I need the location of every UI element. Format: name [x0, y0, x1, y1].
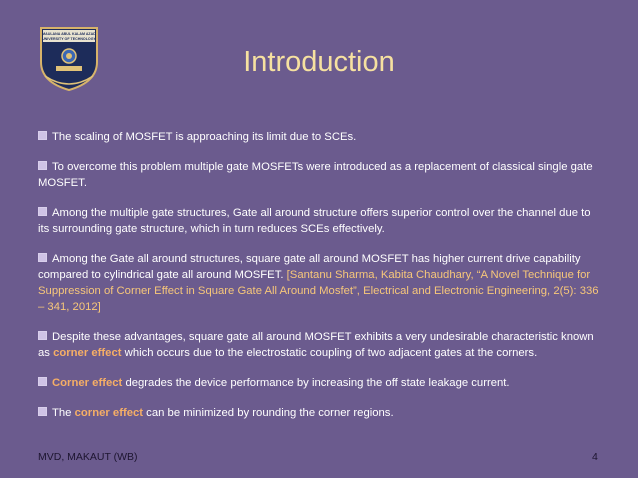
highlight-term: corner effect: [53, 347, 122, 359]
checkbox-bullet-icon: [38, 407, 47, 416]
bullet-item: [38, 205, 604, 237]
footer-text: MVD, MAKAUT (WB): [38, 451, 138, 463]
svg-text:UNIVERSITY OF TECHNOLOGY: UNIVERSITY OF TECHNOLOGY: [42, 37, 96, 41]
bullet-item: [38, 329, 604, 361]
slide-title: Introduction: [243, 46, 395, 78]
svg-text:MAULANA ABUL KALAM AZAD: MAULANA ABUL KALAM AZAD: [42, 32, 96, 36]
bullet-text: The scaling of MOSFET is approaching its limit due to SCEs.: [52, 131, 357, 143]
citation-reference: [Santanu Sharma, Kabita Chaudhary, “A Novel Technique for Suppression of Corner Effect in Square Gate All Around Mosfet”, Electrical and Electronic Engineering, 2(5): 336 – 341, 2012]: [38, 269, 599, 313]
bullet-text: Despite these advantages, square gate all around MOSFET exhibits a very undesirable characteristic known as: [38, 331, 594, 359]
bullet-text: which occurs due to the electrostatic coupling of two adjacent gates at the corners.: [121, 347, 538, 359]
bullet-text: Among the Gate all around structures, square gate all around MOSFET has higher current drive capability compared to cylindrical gate all around MOSFET.: [38, 253, 581, 281]
checkbox-bullet-icon: [38, 331, 47, 340]
bullet-text: The: [52, 407, 75, 419]
university-logo: [33, 22, 105, 94]
highlight-term: corner effect: [74, 407, 144, 419]
bullet-text: Among the multiple gate structures, Gate all around structure offers superior control over the channel due to its surrounding gate structure, which in turn reduces SCEs effectively.: [38, 207, 591, 235]
bullet-item: [38, 405, 604, 421]
bullet-item: [38, 129, 604, 145]
bullet-item: [38, 251, 604, 315]
checkbox-bullet-icon: [38, 207, 47, 216]
checkbox-bullet-icon: [38, 377, 47, 386]
checkbox-bullet-icon: [38, 161, 47, 170]
bullet-text: degrades the device performance by increasing the off state leakage current.: [122, 377, 510, 389]
bullet-text: To overcome this problem multiple gate MOSFETs were introduced as a replacement of classical single gate MOSFET.: [38, 161, 593, 189]
bullet-text: can be minimized by rounding the corner regions.: [143, 407, 394, 419]
checkbox-bullet-icon: [38, 253, 47, 262]
bullet-item: [38, 375, 604, 391]
bullet-list: [38, 129, 604, 435]
page-number: 4: [592, 451, 598, 463]
bullet-item: [38, 159, 604, 191]
checkbox-bullet-icon: [38, 131, 47, 140]
highlight-term: Corner effect: [52, 377, 123, 389]
